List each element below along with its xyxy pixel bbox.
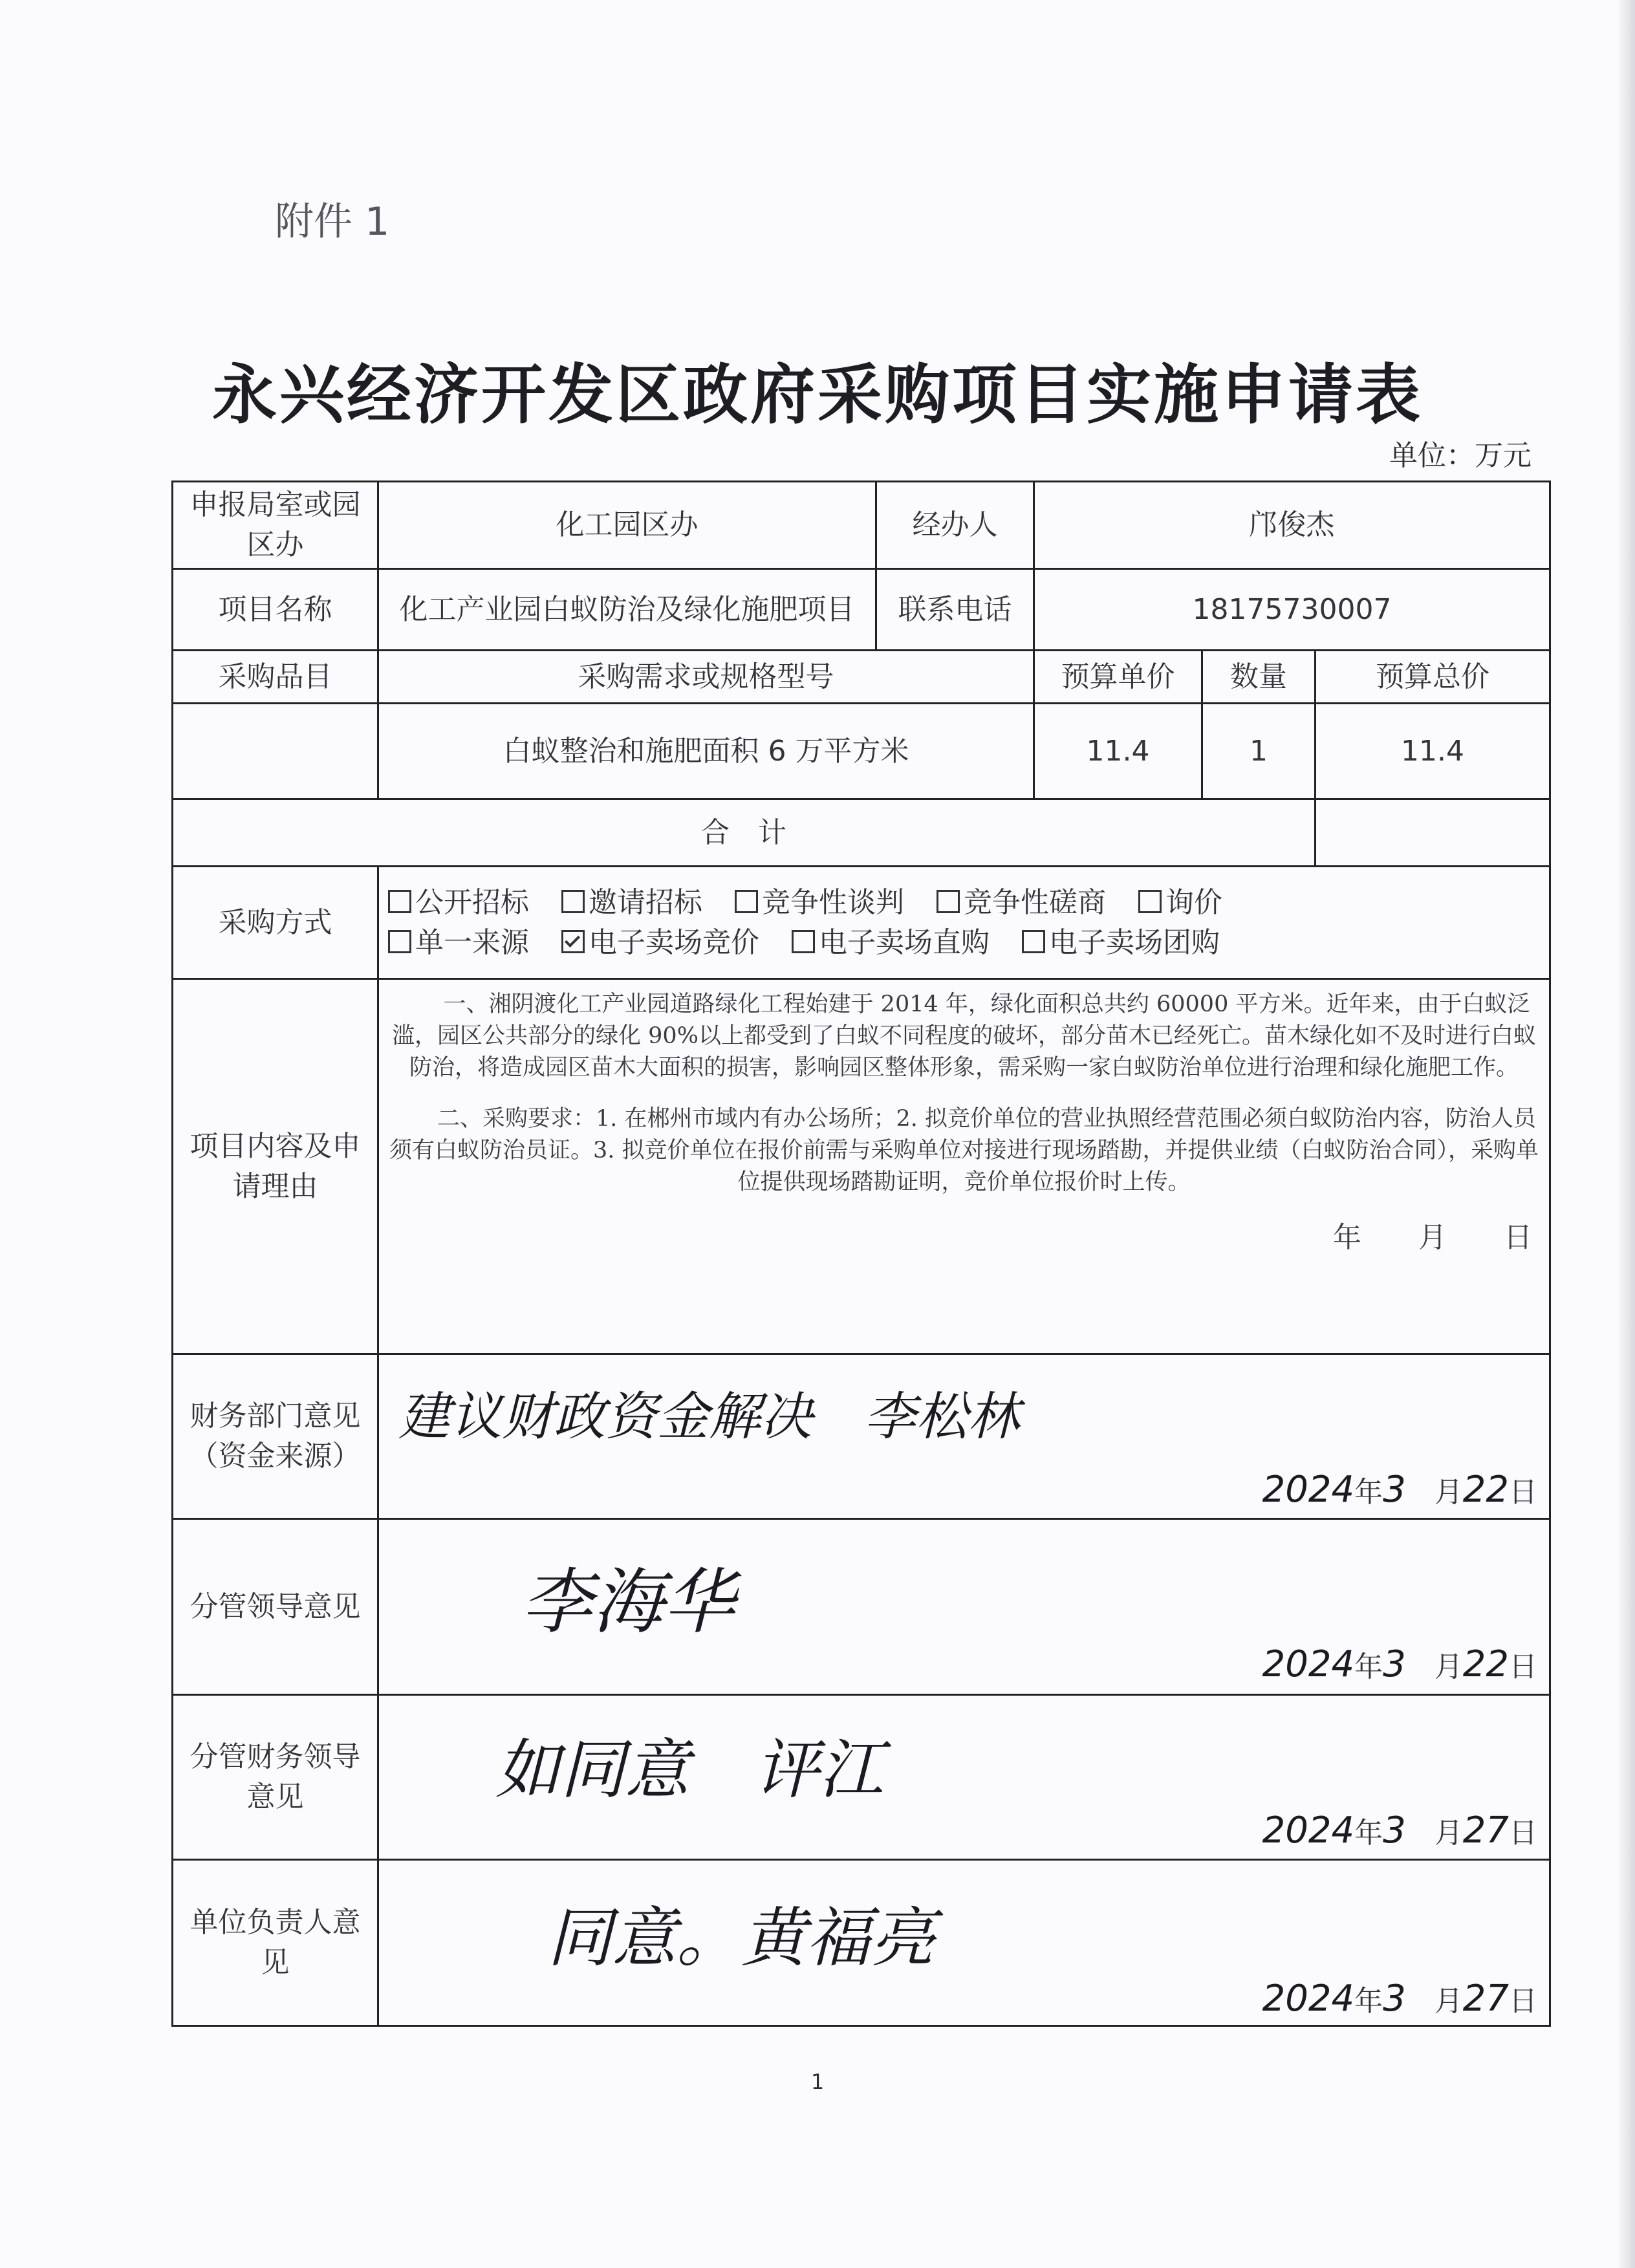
row-opinion-finance-leader — [173, 1695, 1550, 1860]
method-options — [378, 867, 1550, 979]
page-edge-shadow — [1617, 0, 1635, 2268]
item-value — [173, 704, 378, 799]
method-label: 采购方式 — [173, 867, 378, 979]
method-option[interactable]: 电子卖场直购 — [792, 923, 990, 963]
checkbox-icon[interactable] — [388, 930, 411, 953]
opinion-cell — [378, 1354, 1550, 1519]
spec-value: 白蚁整治和施肥面积 6 万平方米 — [378, 704, 1034, 799]
checkbox-icon[interactable] — [1138, 890, 1162, 913]
phone-label: 联系电话 — [876, 569, 1034, 651]
row-project — [173, 569, 1550, 651]
opinion-cell — [378, 1695, 1550, 1860]
project-value: 化工产业园白蚁防治及绿化施肥项目 — [378, 569, 876, 651]
content-body — [378, 979, 1550, 1354]
opinion-label: 财务部门意见（资金来源） — [173, 1354, 378, 1519]
method-option[interactable]: 单一来源 — [388, 923, 529, 963]
phone-value: 18175730007 — [1034, 569, 1550, 651]
dept-value: 化工园区办 — [378, 482, 876, 569]
row-opinion-leader — [173, 1519, 1550, 1695]
opinion-label: 单位负责人意见 — [173, 1860, 378, 2026]
checkbox-checked-icon[interactable] — [561, 930, 585, 953]
method-option[interactable]: 竞争性磋商 — [937, 883, 1106, 923]
item-label: 采购品目 — [173, 651, 378, 704]
unit-label: 单位：万元 — [1389, 439, 1532, 472]
unit-price-label: 预算单价 — [1034, 651, 1202, 704]
row-item-value — [173, 704, 1550, 799]
handwritten-signature: 同意。黄福亮 — [547, 1900, 935, 1976]
checkbox-icon[interactable] — [388, 890, 411, 913]
handler-label: 经办人 — [876, 482, 1034, 569]
row-content — [173, 979, 1550, 1354]
content-para-1: 一、湘阴渡化工产业园道路绿化工程始建于 2014 年，绿化面积总共约 60000 平方米。近年来，由于白蚁泛滥，园区公共部分的绿化 90%以上都受到了白蚁不同程度的破坏，部分苗木已经死亡。苗木绿化如不及时进行白蚁防治，将造成园区苗木大面积的损害，影响园区整体形象，需采购一家白蚁防治单位进行治理和绿化施肥工作。 — [392, 991, 1536, 1081]
method-option[interactable]: 邀请招标 — [561, 883, 702, 923]
method-option[interactable]: 竞争性谈判 — [735, 883, 904, 923]
checkbox-icon[interactable] — [735, 890, 758, 913]
total-label: 预算总价 — [1316, 651, 1550, 704]
checkbox-icon[interactable] — [937, 890, 960, 913]
method-option[interactable]: 询价 — [1138, 883, 1222, 923]
opinion-cell — [378, 1519, 1550, 1695]
sum-label: 合 计 — [173, 799, 1316, 867]
checkbox-icon[interactable] — [1022, 930, 1045, 953]
opinion-date: 2024年3 月27日 — [1262, 1809, 1538, 1852]
opinion-date: 2024年3 月27日 — [1262, 1978, 1538, 2020]
row-method — [173, 867, 1550, 979]
opinion-date: 2024年3 月22日 — [1262, 1643, 1538, 1685]
content-date: 年 月 日 — [1333, 1221, 1533, 1254]
application-form — [171, 481, 1551, 2027]
spec-label: 采购需求或规格型号 — [378, 651, 1034, 704]
row-dept — [173, 482, 1550, 569]
attachment-label: 附件 1 — [275, 199, 390, 244]
unit-price-value: 11.4 — [1034, 704, 1202, 799]
handwritten-signature: 如同意 评江 — [495, 1732, 883, 1808]
sum-value — [1316, 799, 1550, 867]
checkbox-icon[interactable] — [561, 890, 585, 913]
content-label: 项目内容及申请理由 — [173, 979, 378, 1354]
handler-value: 邝俊杰 — [1034, 482, 1550, 569]
row-item-header — [173, 651, 1550, 704]
qty-value: 1 — [1202, 704, 1316, 799]
handwritten-signature: 建议财政资金解决 李松林 — [398, 1387, 1019, 1447]
checkbox-icon[interactable] — [792, 930, 815, 953]
project-label: 项目名称 — [173, 569, 378, 651]
method-option[interactable]: 公开招标 — [388, 883, 529, 923]
opinion-date: 2024年3 月22日 — [1262, 1469, 1538, 1511]
opinion-cell — [378, 1860, 1550, 2026]
row-opinion-finance — [173, 1354, 1550, 1519]
form-title: 永兴经济开发区政府采购项目实施申请表 — [212, 357, 1423, 433]
content-para-2: 二、采购要求：1. 在郴州市域内有办公场所；2. 拟竞价单位的营业执照经营范围必须白蚁防治内容，防治人员须有白蚁防治员证。3. 拟竞价单位在报价前需与采购单位对接进行现场踏勘，并提供业绩（白蚁防治合同），采购单位提供现场踏勘证明，竞价单位报价时上传。 — [389, 1106, 1539, 1195]
method-option[interactable]: 电子卖场竞价 — [561, 923, 759, 963]
handwritten-signature: 李海华 — [521, 1561, 735, 1643]
dept-label: 申报局室或园区办 — [173, 482, 378, 569]
opinion-label: 分管财务领导意见 — [173, 1695, 378, 1860]
row-sum — [173, 799, 1550, 867]
page-number: 1 — [810, 2069, 825, 2094]
opinion-label: 分管领导意见 — [173, 1519, 378, 1695]
qty-label: 数量 — [1202, 651, 1316, 704]
method-option[interactable]: 电子卖场团购 — [1022, 923, 1220, 963]
row-opinion-head — [173, 1860, 1550, 2026]
total-value: 11.4 — [1316, 704, 1550, 799]
